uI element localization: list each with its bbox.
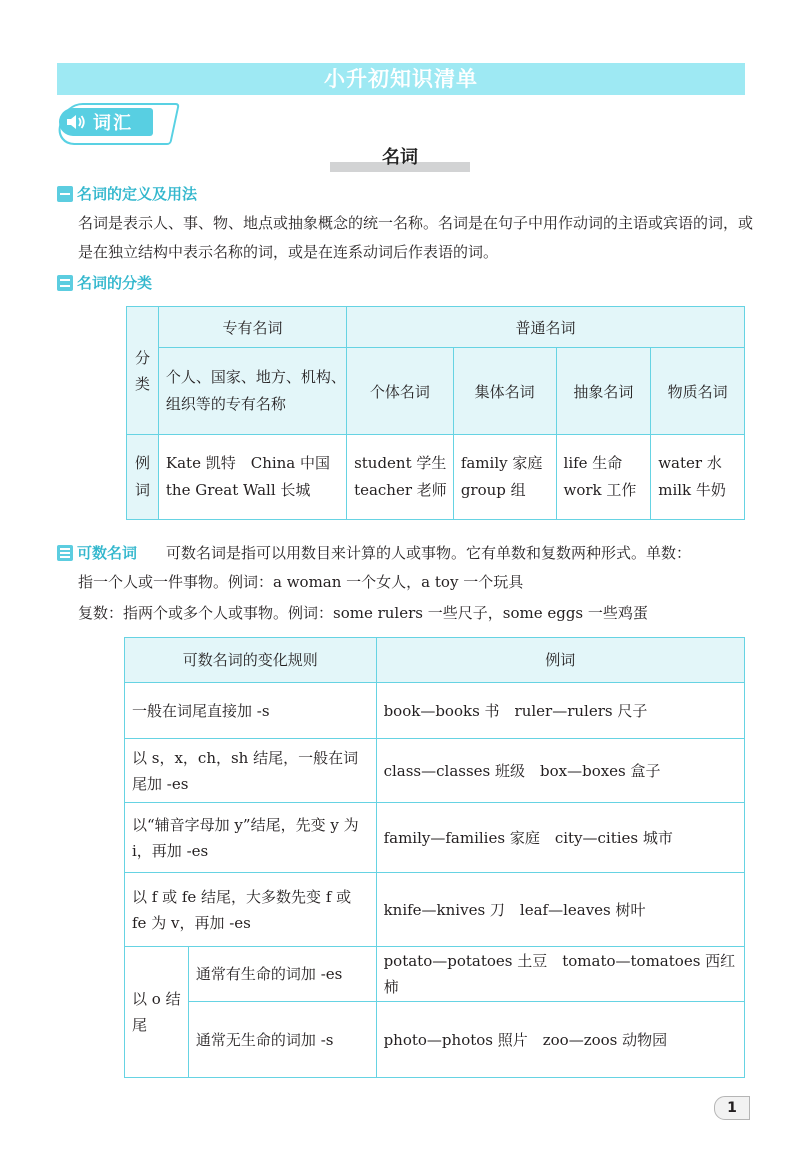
plural-rules-table	[124, 637, 745, 1078]
rule-cell: 以 s，x，ch，sh 结尾，一般在词尾加 -es	[125, 739, 377, 803]
rule-cell: 以 f 或 fe 结尾，大多数先变 f 或 fe 为 v，再加 -es	[125, 873, 377, 947]
table-row	[125, 683, 745, 739]
material-example-line: water 水	[658, 454, 722, 472]
example-cell: book—books 书 ruler—rulers 尺子	[376, 683, 744, 739]
table-row	[125, 873, 745, 947]
material-noun-header: 物质名词	[651, 348, 745, 435]
proper-noun-examples	[158, 435, 346, 520]
classification-char-2: 类	[134, 374, 150, 393]
abstract-noun-header: 抽象名词	[556, 348, 651, 435]
o-ending-animate-example: potato—potatoes 土豆 tomato—tomatoes 西红柿	[376, 947, 744, 1002]
abstract-example-line: life 生命	[563, 454, 623, 472]
o-ending-inanimate-example: photo—photos 照片 zoo—zoos 动物园	[376, 1002, 744, 1078]
speaker-icon	[66, 113, 86, 131]
example-char-2: 词	[134, 481, 150, 499]
number-one-icon	[57, 186, 73, 202]
o-ending-animate-rule: 通常有生命的词加 -es	[188, 947, 376, 1002]
common-noun-header: 普通名词	[347, 307, 745, 348]
o-ending-rule-cell: 以 o 结尾	[125, 947, 189, 1078]
table-row	[125, 739, 745, 803]
heading-classification-label: 名词的分类	[77, 274, 153, 292]
rule-cell: 以“辅音字母加 y”结尾，先变 y 为 i，再加 -es	[125, 803, 377, 873]
table-row	[125, 947, 745, 1002]
material-noun-examples	[651, 435, 745, 520]
classification-char-1: 分	[134, 348, 150, 367]
abstract-example-line: work 工作	[563, 481, 637, 499]
collective-example-line: family 家庭	[460, 454, 543, 472]
material-example-line: milk 牛奶	[658, 481, 726, 499]
example-cell: class—classes 班级 box—boxes 盒子	[376, 739, 744, 803]
classification-label-cell	[127, 307, 159, 435]
definition-paragraph: 名词是表示人、事、物、地点或抽象概念的统一名称。名词是在句子中用作动词的主语或宾语的词，或是在独立结构中表示名称的词，或是在连系动词后作表语的词。	[78, 214, 754, 261]
example-cell: family—families 家庭 city—cities 城市	[376, 803, 744, 873]
countable-plural-line: 复数：指两个或多个人或事物。例词：some rulers 一些尺子，some eggs 一些鸡蛋	[78, 604, 648, 622]
section-title-text: 名词	[382, 147, 418, 168]
proper-example-line: Kate 凯特 China 中国	[165, 454, 331, 472]
individual-noun-examples	[347, 435, 454, 520]
example-label-cell	[127, 435, 159, 520]
page-banner-title: 小升初知识清单	[57, 63, 745, 95]
proper-example-line: the Great Wall 长城	[165, 481, 311, 499]
individual-example-line: teacher 老师	[354, 481, 447, 499]
heading-definition	[57, 183, 197, 205]
collective-noun-examples	[453, 435, 556, 520]
abstract-noun-examples	[556, 435, 651, 520]
rules-column-header: 可数名词的变化规则	[125, 638, 377, 683]
proper-noun-description: 个人、国家、地方、机构、组织等的专有名称	[158, 348, 346, 435]
noun-classification-table	[126, 306, 745, 520]
number-three-icon	[57, 545, 73, 561]
proper-noun-header: 专有名词	[158, 307, 346, 348]
table-row	[125, 803, 745, 873]
heading-definition-label: 名词的定义及用法	[77, 185, 198, 203]
heading-countable-label: 可数名词	[77, 544, 138, 562]
vocab-badge	[55, 103, 167, 141]
heading-countable	[57, 542, 137, 564]
number-two-icon	[57, 275, 73, 291]
individual-noun-header: 个体名词	[347, 348, 454, 435]
individual-example-line: student 学生	[354, 454, 447, 472]
rule-cell: 一般在词尾直接加 -s	[125, 683, 377, 739]
table-row	[125, 1002, 745, 1078]
vocab-badge-label: 词汇	[93, 113, 133, 134]
page-number: 1	[714, 1096, 750, 1120]
section-title	[330, 146, 470, 172]
collective-example-line: group 组	[460, 481, 526, 499]
heading-classification	[57, 272, 152, 294]
collective-noun-header: 集体名词	[453, 348, 556, 435]
o-ending-inanimate-rule: 通常无生命的词加 -s	[188, 1002, 376, 1078]
example-cell: knife—knives 刀 leaf—leaves 树叶	[376, 873, 744, 947]
example-char-1: 例	[134, 454, 150, 472]
countable-intro-text: 可数名词是指可以用数目来计算的人或事物。它有单数和复数两种形式。单数：	[166, 544, 692, 562]
countable-singular-line: 指一个人或一件事物。例词：a woman 一个女人，a toy 一个玩具	[78, 573, 524, 591]
examples-column-header: 例词	[376, 638, 744, 683]
